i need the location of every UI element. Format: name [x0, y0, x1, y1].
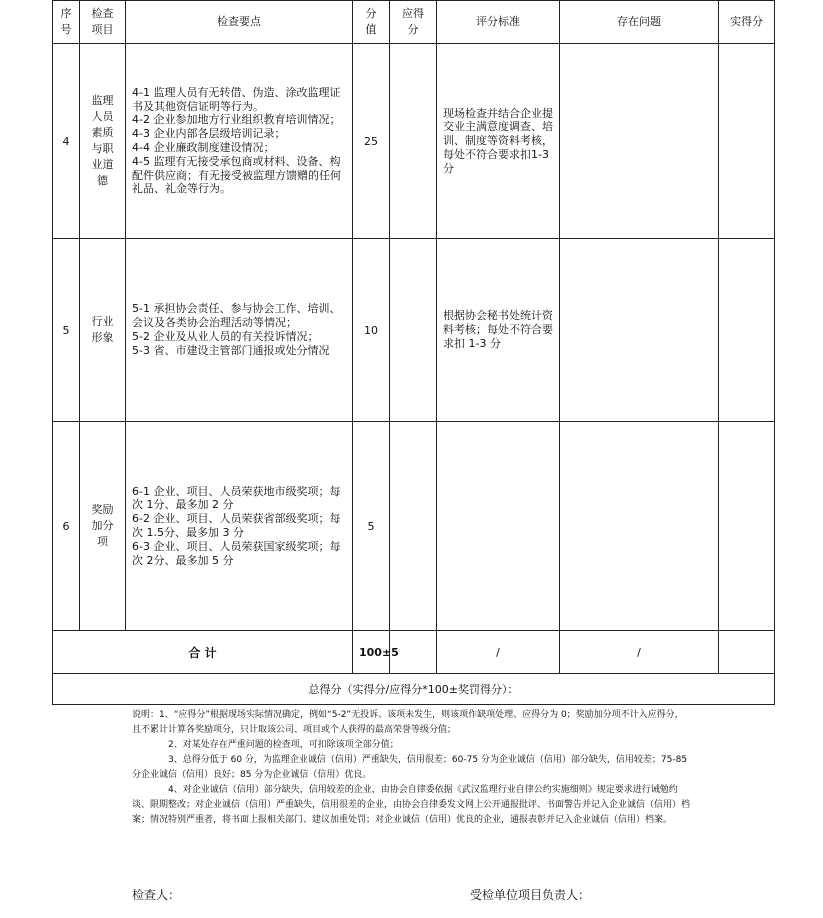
point-text: 5-2 企业及从业人员的有关投诉情况；: [132, 330, 319, 343]
row-points: [126, 44, 353, 239]
point-text: 6-1 企业、项目、人员荣获地市级奖项；每次 1分、最多加 2 分: [132, 484, 341, 512]
header-actual: 实得分: [719, 1, 775, 44]
point-text: 4-3 企业内部各层级培训记录；: [132, 127, 286, 141]
row-points: [126, 422, 353, 631]
evaluation-table: [52, 0, 775, 705]
row-points: [126, 239, 353, 422]
row-standard: 现场检查并结合企业提交业主满意度调查、培训、制度等资料考核，每处不符合要求扣1-3分: [437, 44, 560, 239]
point-text: 6-3 企业、项目、人员荣获国家级奖项；每次 2分、最多加 5 分: [132, 539, 341, 567]
header-score: 分值: [353, 1, 390, 44]
total-standard: /: [437, 631, 560, 674]
point-text: 5-1 承担协会责任、参与协会工作、培训、会议及各类协会治理活动等情况；: [132, 302, 341, 330]
row-actual[interactable]: [719, 422, 775, 631]
header-due: 应得分: [390, 1, 437, 44]
row-item: 行业形象: [80, 239, 126, 422]
row-score: 25: [353, 44, 390, 239]
point-text: 4-5 监理有无接受承包商或材料、设备、构配件供应商；有无接受被监理方馈赠的任何礼品、礼金等行为。: [132, 154, 341, 196]
row-seq: 5: [53, 239, 80, 422]
row-actual[interactable]: [719, 239, 775, 422]
point-text: 4-1 监理人员有无转借、伪造、涂改监理证书及其他资信证明等行为。: [132, 85, 341, 113]
table-row: [53, 239, 775, 422]
row-score: 5: [353, 422, 390, 631]
row-seq: 4: [53, 44, 80, 239]
header-seq: 序号: [53, 1, 80, 44]
header-item: 检查项目: [80, 1, 126, 44]
total-label: 合 计: [53, 631, 353, 674]
row-item: 监理人员素质与职业道德: [80, 44, 126, 239]
note-3: 3、总得分低于 60 分，为监理企业诚信（信用）严重缺失，信用很差；60-75 分为企业诚信（信用）部分缺失，信用较差；75-85 分企业诚信（信用）良好；85 分为企业诚信（信用）优良。: [132, 755, 688, 780]
row-issues[interactable]: [560, 44, 719, 239]
table-row: [53, 422, 775, 631]
point-text: 6-2 企业、项目、人员荣获省部级奖项；每次 1.5分、最多加 3 分: [132, 512, 341, 539]
row-seq: 6: [53, 422, 80, 631]
header-row: [53, 1, 775, 44]
total-issues: /: [560, 631, 719, 674]
row-due[interactable]: [390, 422, 437, 631]
point-text: 4-2 企业参加地方行业组织教育培训情况；: [132, 113, 341, 127]
note-4: 4、对企业诚信（信用）部分缺失，信用较差的企业，由协会自律委依据《武汉监理行业自律公约实施细则》规定要求进行诫勉约谈、限期整改；对企业诚信（信用）严重缺失，信用很差的企业，由协会自律委发文网上公开通报批评、书面警告并记入企业诚信（信用）档案；情况特别严重者，将书面上报相关部门、建议加重处罚；对企业诚信（信用）优良的企业，通报表彰并记入企业诚信（信用）档案。: [132, 785, 691, 825]
row-due[interactable]: [390, 44, 437, 239]
row-actual[interactable]: [719, 44, 775, 239]
header-points: 检查要点: [126, 1, 353, 44]
table-row: [53, 44, 775, 239]
row-due[interactable]: [390, 239, 437, 422]
row-issues[interactable]: [560, 422, 719, 631]
total-row: [53, 631, 775, 674]
row-standard: 根据协会秘书处统计资料考核；每处不符合要求扣 1-3 分: [437, 239, 560, 422]
header-standard: 评分标准: [437, 1, 560, 44]
point-text: 4-4 企业廉政制度建设情况；: [132, 141, 275, 154]
notes-section: [132, 708, 692, 828]
total-actual[interactable]: [719, 631, 775, 674]
project-lead-signature: 受检单位项目负责人：: [470, 888, 591, 902]
summary-label: 总得分（实得分/应得分*100±奖罚得分）：: [53, 674, 775, 705]
note-2: 2、对某处存在严重问题的检查项，可扣除该项全部分值；: [168, 740, 399, 750]
total-score: 100±5: [353, 631, 390, 674]
point-text: 5-3 省、市建设主管部门通报或处分情况: [132, 343, 330, 357]
row-standard: [437, 422, 560, 631]
note-1: 说明：1、“应得分”根据现场实际情况确定，例如“5-2”无投诉、该项未发生，则该项作缺项处理、应得分为 0；奖励加分项不计入应得分，且不累计计算各奖励项分，只计取该公司、项目或个人获得的最高荣誉等级分值；: [132, 710, 684, 735]
header-issues: 存在问题: [560, 1, 719, 44]
inspector-signature: 检查人：: [132, 888, 181, 902]
row-score: 10: [353, 239, 390, 422]
summary-row: [53, 674, 775, 705]
row-issues[interactable]: [560, 239, 719, 422]
row-item: 奖励加分项: [80, 422, 126, 631]
